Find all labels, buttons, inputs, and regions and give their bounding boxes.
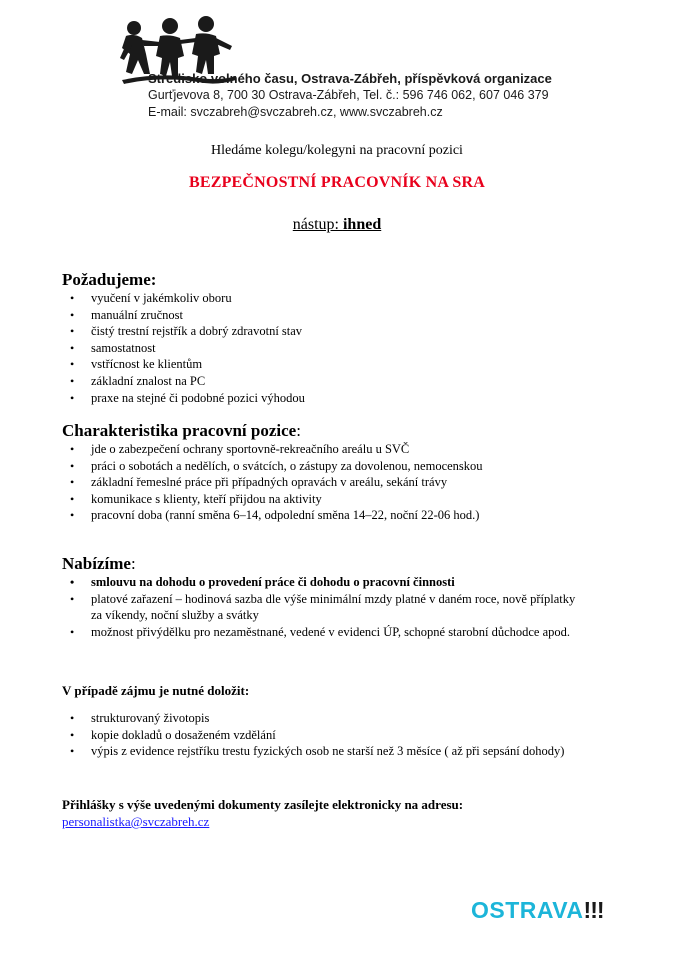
intro-text: Hledáme kolegu/kolegyni na pracovní pozici (211, 143, 463, 158)
list-item: • kopie dokladů o dosaženém vzdělání (62, 727, 642, 744)
list-item: • strukturovaný životopis (62, 710, 642, 727)
list-item: • výpis z evidence rejstříku trestu fyzických osob ne starší než 3 měsíce ( až při sepsání dohody) (62, 743, 642, 760)
requirements-section (62, 269, 642, 406)
requirements-title: Požadujeme: (62, 270, 157, 289)
list-item: • komunikace s klienty, kteří přijdou na aktivity (62, 491, 642, 508)
offer-title-colon: : (130, 554, 136, 573)
list-item: • platové zařazení – hodinová sazba dle výše minimální mzdy platné v daném roce, nově příplatky za víkendy, noční služby a svátky (62, 591, 582, 624)
list-item: • vyučení v jakémkoliv oboru (62, 290, 642, 307)
start-value: ihned (342, 216, 382, 233)
contact-text: Přihlášky s výše uvedenými dokumenty zasílejte elektronicky na adresu: (62, 797, 464, 812)
offer-title (62, 553, 582, 574)
list-item: • smlouvu na dohodu o provedení práce či dohodu o pracovní činnosti (62, 574, 582, 591)
list-item: • základní znalost na PC (62, 373, 642, 390)
start-label: nástup: (292, 216, 343, 233)
offer-section (62, 553, 582, 640)
list-item: • pracovní doba (ranní směna 6–14, odpolední směna 14–22, noční 22-06 hod.) (62, 507, 642, 524)
characteristics-section (62, 420, 642, 524)
organization-name: Středisko volného času, Ostrava-Zábřeh, příspěvková organizace (148, 71, 552, 86)
characteristics-title-colon: : (296, 421, 301, 440)
requirements-list (62, 290, 642, 406)
organization-email-line: E-mail: svczabreh@svczabreh.cz, www.svczabreh.cz (148, 105, 443, 119)
documents-title: V případě zájmu je nutné doložit: (62, 683, 250, 698)
offer-title-text: Nabízíme (62, 554, 131, 573)
organization-header (148, 70, 552, 121)
job-title: BEZPEČNOSTNÍ PRACOVNÍK NA SRA (188, 174, 486, 191)
ostrava-logo (471, 897, 604, 924)
characteristics-list (62, 441, 642, 524)
list-item: • základní řemeslné práce při případných opravách v areálu, sekání trávy (62, 474, 642, 491)
start-date (0, 216, 674, 234)
list-item: • čistý trestní rejstřík a dobrý zdravotní stav (62, 323, 642, 340)
organization-address: Gurťjevova 8, 700 30 Ostrava-Zábřeh, Tel. č.: 596 746 062, 607 046 379 (148, 88, 549, 102)
list-item: • samostatnost (62, 340, 642, 357)
list-item: • jde o zabezpečení ochrany sportovně-rekreačního areálu u SVČ (62, 441, 642, 458)
offer-list (62, 574, 582, 640)
documents-section (62, 683, 642, 760)
ostrava-logo-word: OSTRAVA (471, 897, 584, 923)
list-item: • praxe na stejné či podobné pozici výhodou (62, 390, 642, 407)
list-item: • možnost přivýdělku pro nezaměstnané, vedené v evidenci ÚP, schopné starobní důchodce apod. (62, 624, 582, 641)
list-item: • práci o sobotách a nedělích, o svátcích, o zástupy za dovolenou, nemocenskou (62, 458, 642, 475)
characteristics-title (62, 420, 642, 441)
list-item: • manuální zručnost (62, 307, 642, 324)
contact-email-link[interactable]: personalistka@svczabreh.cz (62, 814, 210, 829)
ostrava-logo-marks: !!! (583, 897, 604, 923)
characteristics-title-text: Charakteristika pracovní pozice (62, 421, 297, 440)
documents-list (62, 710, 642, 760)
list-item: • vstřícnost ke klientům (62, 356, 642, 373)
